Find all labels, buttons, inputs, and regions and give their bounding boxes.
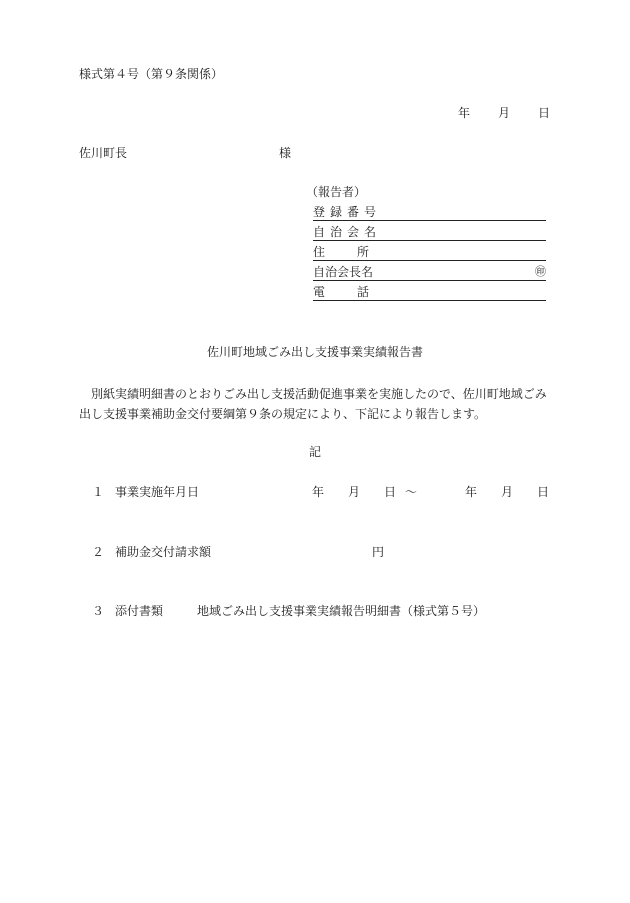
body-text: 別紙実績明細書のとおりごみ出し支援活動促進事業を実施したので、佐川町地域ごみ出し支援事業補助金交付要綱第９条の規定により、下記により報告します。 bbox=[79, 387, 547, 421]
period-end-day: 日 bbox=[537, 485, 550, 499]
association-head-label: 自治会長名 bbox=[313, 265, 374, 279]
document-title: 佐川町地域ごみ出し支援事業実績報告書 bbox=[206, 345, 423, 359]
date-day-label: 日 bbox=[538, 106, 551, 120]
association-name-field[interactable] bbox=[313, 225, 546, 241]
date-year-label: 年 bbox=[458, 106, 471, 120]
item-2-label: 補助金交付請求額 bbox=[115, 545, 212, 559]
address-label bbox=[313, 245, 369, 259]
association-head-field[interactable] bbox=[313, 265, 546, 281]
honorific: 様 bbox=[279, 146, 292, 160]
item-1-number: １ bbox=[92, 485, 105, 499]
association-name-label: 自治会名 bbox=[313, 225, 382, 239]
phone-label-second: 話 bbox=[357, 285, 370, 299]
item-3-label: 添付書類 bbox=[115, 604, 164, 618]
reporter-heading: （報告者） bbox=[306, 185, 367, 199]
phone-label-first: 電 bbox=[313, 285, 326, 299]
address-label-first: 住 bbox=[313, 245, 326, 259]
registration-number-field[interactable] bbox=[313, 205, 546, 221]
address-field[interactable] bbox=[313, 245, 546, 261]
item-3-number: ３ bbox=[92, 604, 105, 618]
phone-label bbox=[313, 285, 369, 299]
period-end-month: 月 bbox=[501, 485, 514, 499]
address-label-second: 所 bbox=[357, 245, 370, 259]
period-start-year: 年 bbox=[312, 485, 325, 499]
period-tilde: ～ bbox=[405, 485, 418, 499]
item-1-label: 事業実施年月日 bbox=[115, 485, 200, 499]
period-start-day: 日 bbox=[384, 485, 397, 499]
seal-mark: ㊞ bbox=[535, 265, 546, 278]
item-2-number: ２ bbox=[92, 545, 105, 559]
amount-unit: 円 bbox=[372, 545, 385, 559]
form-number: 様式第４号（第９条関係） bbox=[79, 67, 224, 81]
ki-heading: 記 bbox=[309, 445, 322, 459]
period-end-year: 年 bbox=[465, 485, 478, 499]
addressee: 佐川町長 bbox=[79, 146, 128, 160]
phone-field[interactable] bbox=[313, 285, 546, 301]
attachment-value: 地域ごみ出し支援事業実績報告明細書（様式第５号） bbox=[197, 604, 486, 618]
registration-number-label: 登録番号 bbox=[313, 205, 382, 219]
period-start-month: 月 bbox=[348, 485, 361, 499]
date-month-label: 月 bbox=[498, 106, 511, 120]
